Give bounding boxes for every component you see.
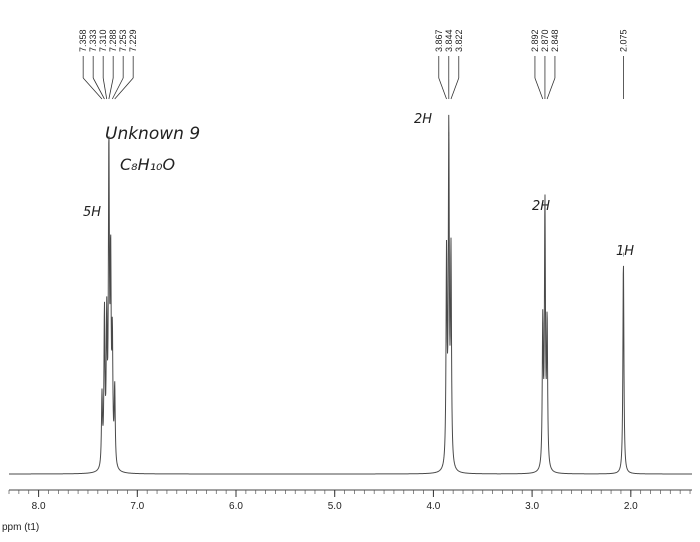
x-axis-tick-label: 5.0 (327, 501, 342, 512)
peak-label: 2.892 (529, 29, 540, 52)
peak-label: 3.844 (443, 29, 454, 52)
peak-label: 7.310 (98, 29, 109, 52)
peak-label: 7.229 (128, 29, 139, 52)
peak-label: 7.358 (78, 29, 89, 52)
unknown-title-annotation: Unknown 9 (105, 124, 201, 144)
peak-label: 3.822 (453, 29, 464, 52)
peak-label: 7.253 (118, 29, 129, 52)
integration-1h-annotation: 1H (616, 244, 635, 259)
peak-label: 2.848 (549, 29, 560, 52)
x-axis-title: ppm (t1) (2, 522, 40, 533)
peak-label: 2.075 (618, 29, 629, 52)
peak-label: 7.333 (88, 29, 99, 52)
x-axis-tick-label: 6.0 (229, 501, 243, 512)
x-axis-tick-label: 2.0 (623, 501, 638, 512)
x-axis-tick-label: 3.0 (525, 501, 540, 512)
x-axis-tick-label: 8.0 (31, 501, 46, 512)
integration-2h-annotation: 2H (414, 112, 433, 127)
peak-label: 3.867 (433, 29, 444, 52)
formula-annotation: C₈H₁₀O (120, 155, 176, 174)
peak-label: 2.870 (539, 29, 550, 52)
x-axis-tick-label: 7.0 (130, 501, 145, 512)
peak-label: 7.288 (108, 29, 119, 52)
integration-5h-annotation: 5H (83, 205, 102, 220)
x-axis-tick-label: 4.0 (426, 501, 441, 512)
integration-2h-annotation: 2H (532, 199, 551, 214)
